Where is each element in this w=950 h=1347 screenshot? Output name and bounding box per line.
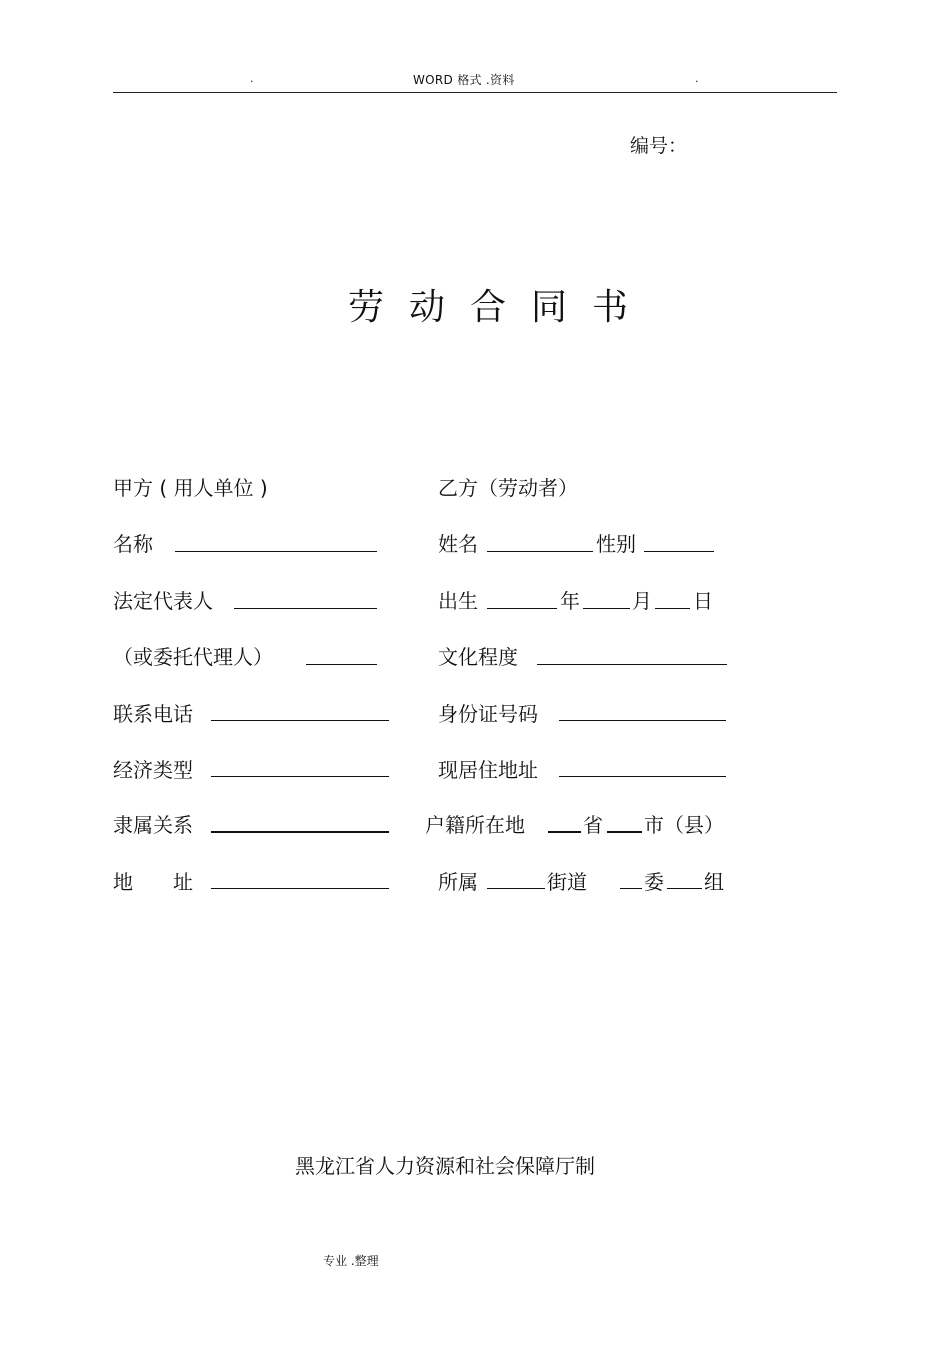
party-a-name-label: 名称 <box>113 532 153 556</box>
phone-field[interactable] <box>211 720 389 721</box>
issuing-org: 黑龙江省人力资源和社会保障厅制 <box>295 1154 595 1178</box>
day-label: 日 <box>693 589 713 613</box>
legal-rep-label: 法定代表人 <box>113 589 213 613</box>
birth-label: 出生 <box>438 589 478 613</box>
committee-label: 委 <box>644 870 664 894</box>
birth-month-field[interactable] <box>583 608 630 609</box>
document-title: 劳动合同书 <box>348 287 654 328</box>
address-field[interactable] <box>211 888 389 889</box>
id-number-field[interactable] <box>559 720 726 721</box>
street-label: 街道 <box>547 870 587 894</box>
education-field[interactable] <box>537 664 727 665</box>
province-label: 省 <box>583 813 603 837</box>
agent-field[interactable] <box>306 664 377 665</box>
month-label: 月 <box>632 589 652 613</box>
hukou-city-field[interactable] <box>607 831 642 833</box>
hukou-label: 户籍所在地 <box>425 813 525 837</box>
city-county-label: 市（县） <box>644 813 724 837</box>
affiliation-label: 隶属关系 <box>113 813 193 837</box>
year-label: 年 <box>560 589 580 613</box>
agent-label: （或委托代理人） <box>113 645 273 669</box>
street-committee-field[interactable] <box>620 888 642 889</box>
residence-field[interactable] <box>559 776 726 777</box>
hukou-province-field[interactable] <box>548 831 581 833</box>
header-dot-left: . <box>250 72 254 85</box>
header-dot-right: . <box>695 72 699 85</box>
phone-label: 联系电话 <box>113 702 193 726</box>
party-a-name-field[interactable] <box>175 551 377 552</box>
header-title: WORD 格式 .资料 <box>413 73 515 87</box>
gender-field[interactable] <box>644 551 714 552</box>
birth-day-field[interactable] <box>655 608 690 609</box>
belongs-field[interactable] <box>487 888 545 889</box>
gender-label: 性别 <box>596 532 636 556</box>
serial-number-label: 编号： <box>630 135 688 157</box>
group-field[interactable] <box>667 888 702 889</box>
party-a-heading: 甲方 ( 用人单位 ) <box>113 476 268 500</box>
birth-year-field[interactable] <box>487 608 557 609</box>
affiliation-field[interactable] <box>211 831 389 833</box>
id-number-label: 身份证号码 <box>438 702 538 726</box>
party-b-heading: 乙方（劳动者） <box>438 476 578 500</box>
party-b-name-label: 姓名 <box>438 532 478 556</box>
party-b-name-field[interactable] <box>487 551 593 552</box>
belongs-label: 所属 <box>438 870 478 894</box>
header-rule <box>113 92 837 93</box>
econ-type-label: 经济类型 <box>113 758 193 782</box>
group-label: 组 <box>704 870 724 894</box>
legal-rep-field[interactable] <box>234 608 377 609</box>
address-label-part2: 址 <box>173 870 193 894</box>
address-label-part1: 地 <box>113 870 133 894</box>
residence-label: 现居住地址 <box>438 758 538 782</box>
education-label: 文化程度 <box>438 645 518 669</box>
econ-type-field[interactable] <box>211 776 389 777</box>
footer-note: 专业 .整理 <box>323 1254 379 1268</box>
